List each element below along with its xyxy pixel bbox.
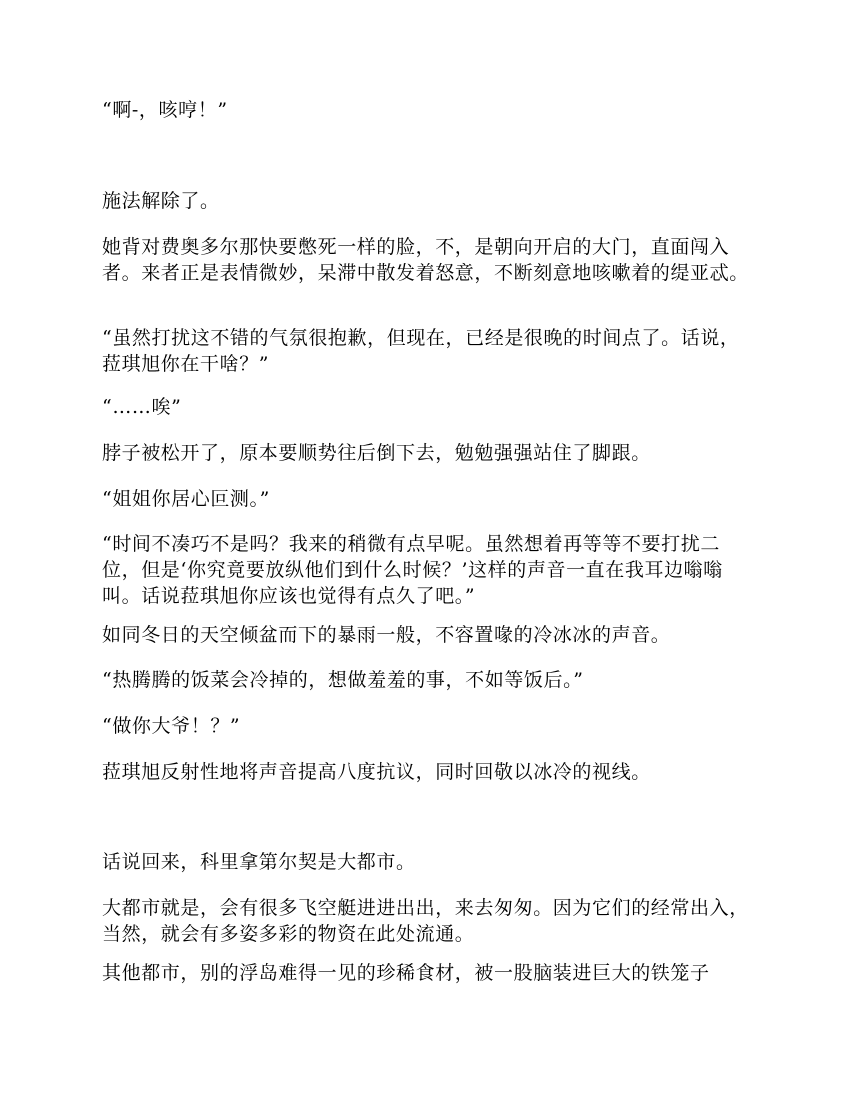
dialogue-paragraph: “做你大爷！？” xyxy=(102,715,241,737)
dialogue-paragraph: “姐姐你居心叵测。” xyxy=(102,488,270,510)
dialogue-paragraph: “热腾腾的饭菜会冷掉的，想做羞羞的事，不如等饭后。” xyxy=(102,669,584,691)
narration-paragraph: 她背对费奥多尔那快要憋死一样的脸，不，是朝向开启的大门，直面闯入者。来者正是表情微妙，呆滞中散发着怒意，不断刻意地咳嗽着的缇亚忒。 xyxy=(102,236,749,284)
dialogue-paragraph: “啊-，咳哼！” xyxy=(102,99,228,121)
narration-paragraph: 如同冬日的天空倾盆而下的暴雨一般，不容置喙的冷冰冰的声音。 xyxy=(102,624,671,646)
narration-paragraph: 大都市就是，会有很多飞空艇进进出出，来去匆匆。因为它们的经常出入，当然，就会有多姿多彩的物资在此处流通。 xyxy=(102,897,749,945)
narration-paragraph: 菈琪旭反射性地将声音提高八度抗议，同时回敬以冰冷的视线。 xyxy=(102,761,651,783)
narration-paragraph: 施法解除了。 xyxy=(102,190,220,212)
narration-paragraph: 话说回来，科里拿第尔契是大都市。 xyxy=(102,851,416,873)
dialogue-paragraph: “虽然打扰这不错的气氛很抱歉，但现在，已经是很晚的时间点了。话说，菈琪旭你在干啥？” xyxy=(102,327,740,375)
dialogue-paragraph: “……唉” xyxy=(102,396,182,418)
narration-paragraph: 脖子被松开了，原本要顺势往后倒下去，勉勉强强站住了脚跟。 xyxy=(102,442,651,464)
narration-paragraph: 其他都市，别的浮岛难得一见的珍稀食材，被一股脑装进巨大的铁笼子 xyxy=(102,962,710,984)
dialogue-paragraph: “时间不凑巧不是吗？我来的稍微有点早呢。虽然想着再等等不要打扰二位，但是‘你究竟要放纵他们到什么时候？’这样的声音一直在我耳边嗡嗡叫。话说菈琪旭你应该也觉得有点久了吧。” xyxy=(102,533,723,607)
